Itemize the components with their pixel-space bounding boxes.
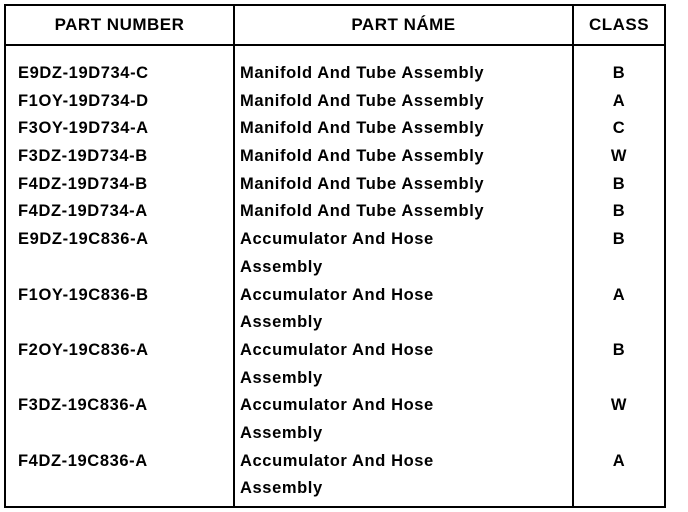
- part-name-line: Manifold And Tube Assembly: [240, 147, 485, 166]
- part-name-line: Assembly: [240, 313, 323, 332]
- header-part-name: PART NÁME: [351, 15, 456, 34]
- part-name-cell: [240, 392, 540, 447]
- part-name-cell: [240, 226, 540, 281]
- part-number-cell: F3DZ-19C836-A: [18, 396, 148, 415]
- part-name-line: Manifold And Tube Assembly: [240, 174, 485, 193]
- part-number-cell: E9DZ-19D734-C: [18, 64, 149, 82]
- part-name-cell: [240, 171, 540, 199]
- part-name-cell: [240, 337, 540, 392]
- part-name-line: Assembly: [240, 479, 323, 498]
- part-name-cell: [240, 282, 540, 337]
- class-cell: B: [612, 340, 626, 359]
- part-name-line: Manifold And Tube Assembly: [240, 64, 485, 82]
- class-cell: A: [612, 91, 626, 110]
- part-name-line: Accumulator And Hose: [240, 451, 434, 470]
- part-name-line: Accumulator And Hose: [240, 230, 434, 249]
- part-number-cell: E9DZ-19C836-A: [18, 230, 149, 249]
- part-name-line: Manifold And Tube Assembly: [240, 91, 485, 110]
- part-name-line: Manifold And Tube Assembly: [240, 119, 485, 138]
- class-cell: W: [610, 396, 628, 415]
- part-name-cell: [240, 448, 540, 503]
- table-row: [6, 88, 664, 116]
- part-number-cell: F2OY-19C836-A: [18, 340, 149, 359]
- class-cell: B: [612, 202, 626, 221]
- part-name-line: Accumulator And Hose: [240, 396, 434, 415]
- part-name-cell: [240, 143, 540, 171]
- part-name-line: Accumulator And Hose: [240, 285, 434, 304]
- table-row: [6, 226, 664, 281]
- table-body: [6, 60, 664, 503]
- table-row: [6, 115, 664, 143]
- part-name-line: Assembly: [240, 257, 323, 276]
- table-row: [6, 60, 664, 88]
- part-name-line: Accumulator And Hose: [240, 340, 434, 359]
- table-row: [6, 392, 664, 447]
- table-row: [6, 198, 664, 226]
- class-cell: B: [612, 64, 626, 82]
- parts-table: [4, 4, 666, 508]
- part-name-cell: [240, 115, 540, 143]
- part-number-cell: F1OY-19D734-D: [18, 91, 149, 110]
- class-cell: C: [612, 119, 626, 138]
- part-number-cell: F4DZ-19D734-A: [18, 202, 148, 221]
- table-row: [6, 171, 664, 199]
- part-name-line: Assembly: [240, 424, 323, 442]
- part-number-cell: F3DZ-19D734-B: [18, 147, 148, 166]
- table-row: [6, 143, 664, 171]
- table-row: [6, 448, 664, 503]
- part-number-cell: F1OY-19C836-B: [18, 285, 149, 304]
- class-cell: B: [612, 174, 626, 193]
- class-cell: W: [610, 147, 628, 166]
- class-cell: A: [612, 451, 626, 470]
- part-name-line: Assembly: [240, 368, 323, 387]
- part-name-cell: [240, 88, 540, 116]
- table-header: [6, 6, 664, 46]
- part-name-cell: [240, 60, 540, 88]
- part-name-cell: [240, 198, 540, 226]
- part-name-line: Manifold And Tube Assembly: [240, 202, 485, 221]
- table-row: [6, 337, 664, 392]
- part-number-cell: F3OY-19D734-A: [18, 119, 149, 138]
- class-cell: A: [612, 285, 626, 304]
- header-class: CLASS: [588, 15, 650, 34]
- header-part-number: PART NUMBER: [54, 15, 185, 34]
- part-number-cell: F4DZ-19C836-A: [18, 451, 148, 470]
- table-row: [6, 282, 664, 337]
- class-cell: B: [612, 230, 626, 249]
- part-number-cell: F4DZ-19D734-B: [18, 174, 148, 193]
